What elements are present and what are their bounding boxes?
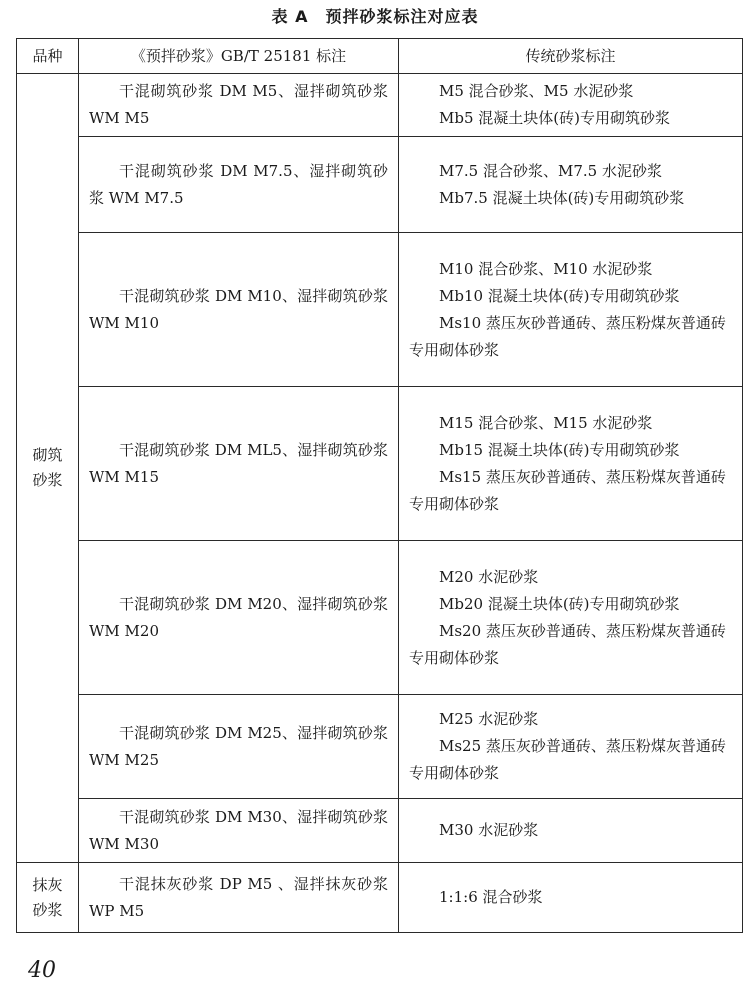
traditional-cell <box>399 695 743 799</box>
traditional-line: Ms10 蒸压灰砂普通砖、蒸压粉煤灰普通砖专用砌体砂浆 <box>409 313 726 359</box>
traditional-cell <box>399 799 743 863</box>
traditional-line: Mb5 混凝土块体(砖)专用砌筑砂浆 <box>439 109 670 127</box>
table-row <box>17 137 743 233</box>
table-row <box>17 233 743 387</box>
header-category: 品种 <box>17 39 79 74</box>
standard-cell: 干混砌筑砂浆 DM M20、湿拌砌筑砂浆 WM M20 <box>79 541 399 695</box>
table-row <box>17 695 743 799</box>
standard-cell: 干混砌筑砂浆 DM M5、湿拌砌筑砂浆 WM M5 <box>79 74 399 137</box>
traditional-line: M5 混合砂浆、M5 水泥砂浆 <box>439 82 634 100</box>
traditional-line: 1:1:6 混合砂浆 <box>439 888 543 906</box>
header-standard: 《预拌砂浆》GB/T 25181 标注 <box>79 39 399 74</box>
standard-cell: 干混砌筑砂浆 DM M10、湿拌砌筑砂浆 WM M10 <box>79 233 399 387</box>
traditional-line: M10 混合砂浆、M10 水泥砂浆 <box>439 259 653 278</box>
traditional-line: Ms25 蒸压灰砂普通砖、蒸压粉煤灰普通砖专用砌体砂浆 <box>409 737 726 782</box>
traditional-cell <box>399 863 743 933</box>
category-label: 砌筑砂浆 <box>32 446 63 489</box>
standard-cell: 干混抹灰砂浆 DP M5 、湿拌抹灰砂浆 WP M5 <box>79 863 399 933</box>
standard-cell: 干混砌筑砂浆 DM ML5、湿拌砌筑砂浆 WM M15 <box>79 387 399 541</box>
table-row <box>17 863 743 933</box>
traditional-cell <box>399 541 743 695</box>
standard-cell: 干混砌筑砂浆 DM M7.5、湿拌砌筑砂浆 WM M7.5 <box>79 137 399 233</box>
category-plastering <box>17 863 79 933</box>
traditional-line: Ms20 蒸压灰砂普通砖、蒸压粉煤灰普通砖专用砌体砂浆 <box>409 621 726 667</box>
traditional-line: M30 水泥砂浆 <box>439 821 539 839</box>
table-row <box>17 541 743 695</box>
table-row <box>17 387 743 541</box>
table-row <box>17 74 743 137</box>
standard-cell: 干混砌筑砂浆 DM M25、湿拌砌筑砂浆 WM M25 <box>79 695 399 799</box>
traditional-line: Mb15 混凝土块体(砖)专用砌筑砂浆 <box>439 440 680 459</box>
standard-cell: 干混砌筑砂浆 DM M30、湿拌砌筑砂浆 WM M30 <box>79 799 399 863</box>
traditional-cell <box>399 387 743 541</box>
page-number: 40 <box>28 958 56 983</box>
traditional-cell <box>399 74 743 137</box>
traditional-line: Mb20 混凝土块体(砖)专用砌筑砂浆 <box>439 594 680 613</box>
mortar-table <box>16 38 743 933</box>
traditional-line: Mb7.5 混凝土块体(砖)专用砌筑砂浆 <box>439 188 685 207</box>
table-title: 表 A 预拌砂浆标注对应表 <box>271 7 479 26</box>
header-traditional: 传统砂浆标注 <box>399 39 743 74</box>
traditional-line: M7.5 混合砂浆、M7.5 水泥砂浆 <box>439 161 662 180</box>
category-masonry <box>17 74 79 863</box>
traditional-cell <box>399 233 743 387</box>
traditional-line: M15 混合砂浆、M15 水泥砂浆 <box>439 413 653 432</box>
table-row <box>17 799 743 863</box>
traditional-line: Mb10 混凝土块体(砖)专用砌筑砂浆 <box>439 286 680 305</box>
header-row <box>17 39 743 74</box>
category-label: 抹灰砂浆 <box>32 875 63 919</box>
traditional-line: Ms15 蒸压灰砂普通砖、蒸压粉煤灰普通砖专用砌体砂浆 <box>409 467 726 513</box>
traditional-line: M20 水泥砂浆 <box>439 567 539 586</box>
traditional-cell <box>399 137 743 233</box>
traditional-line: M25 水泥砂浆 <box>439 710 539 728</box>
